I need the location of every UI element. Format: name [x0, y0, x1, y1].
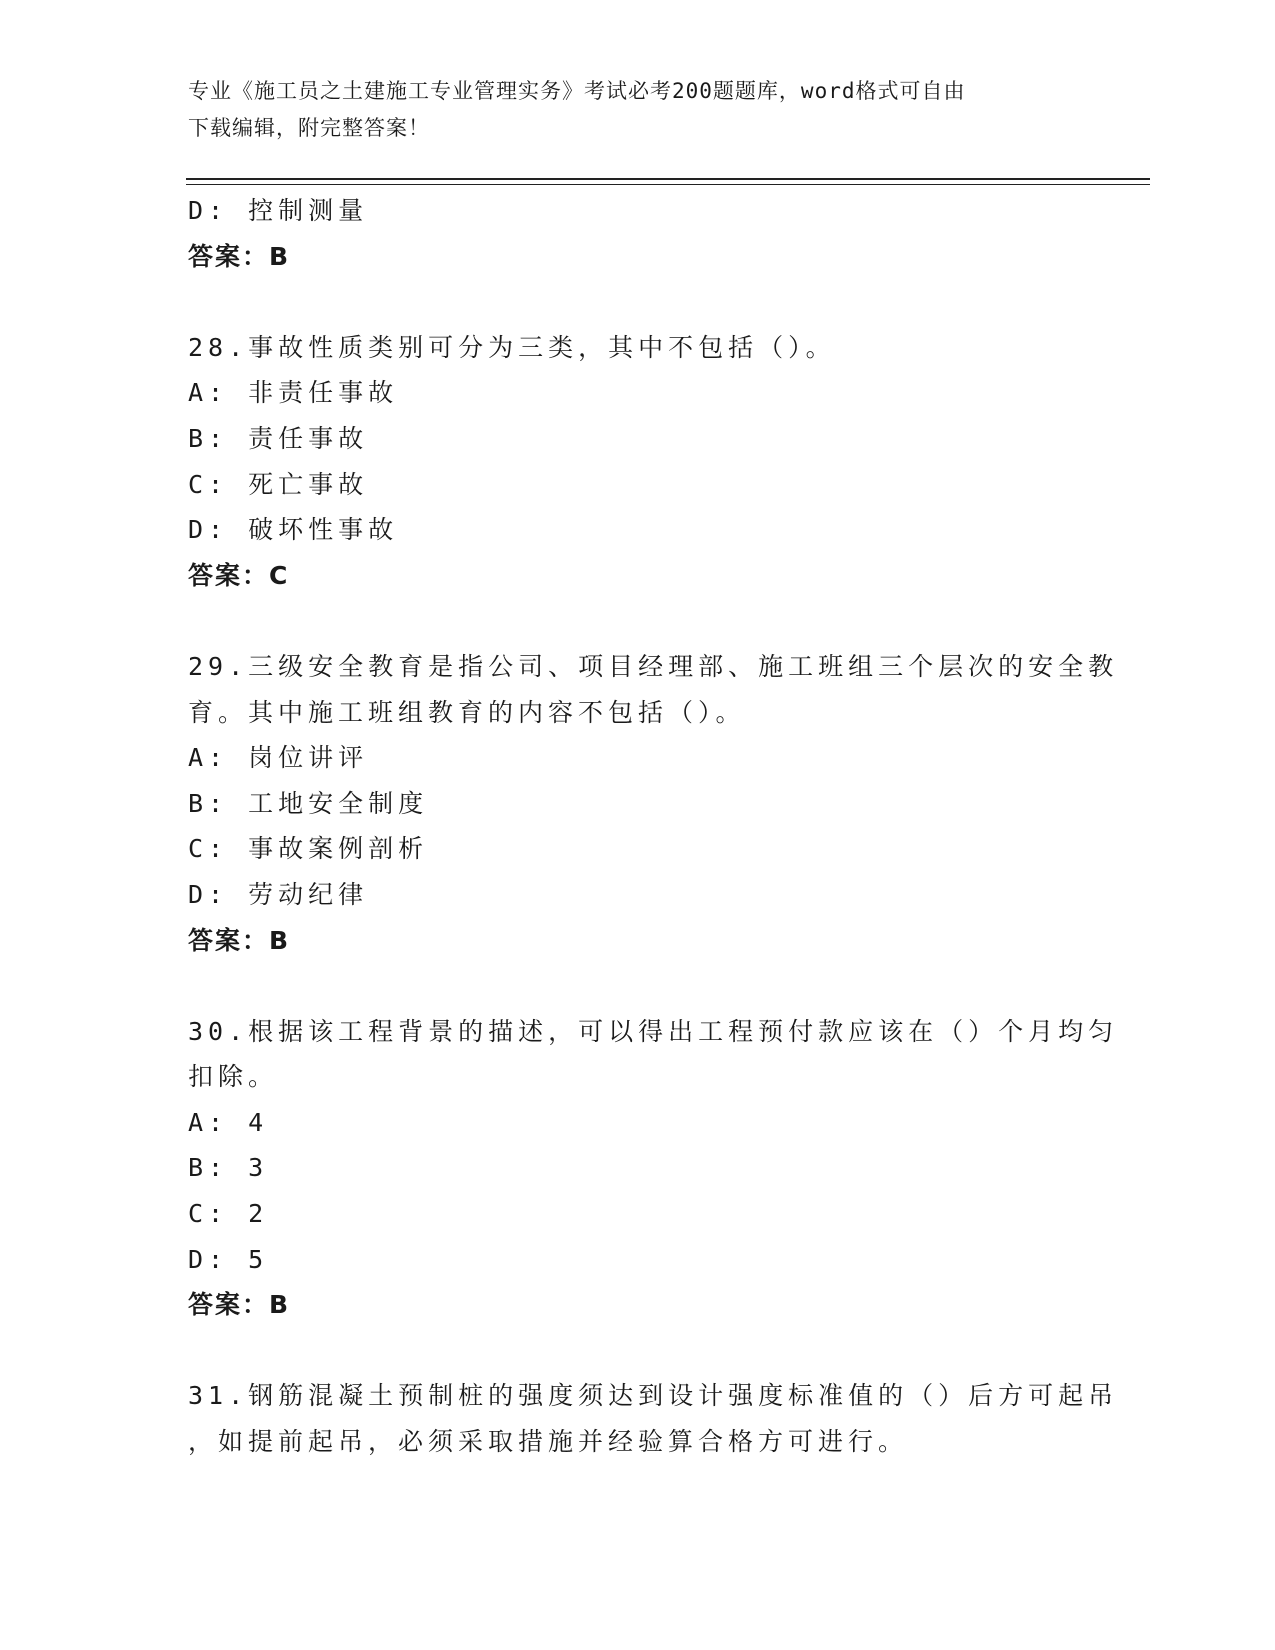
- question-stem: 31.钢筋混凝土预制桩的强度须达到设计强度标准值的（）后方可起吊: [188, 1381, 1119, 1411]
- question-stem: 29.三级安全教育是指公司、项目经理部、施工班组三个层次的安全教: [188, 651, 1119, 681]
- question-block: [188, 325, 1088, 599]
- answer-text: 答案：B: [188, 1290, 291, 1320]
- answer-text: 答案：B: [188, 241, 291, 271]
- option-text: D: 劳动纪律: [188, 879, 369, 909]
- option-text: D: 控制测量: [188, 196, 369, 225]
- question-block: [188, 644, 1119, 963]
- answer-text: 答案：C: [188, 560, 290, 590]
- spacer: [188, 963, 1088, 1009]
- option-text: B: 3: [188, 1153, 269, 1183]
- question-stem: 扣除。: [188, 1062, 279, 1092]
- answer-text: 答案：B: [188, 925, 291, 955]
- header-rule-thin: [186, 184, 1150, 185]
- option-text: D: 破坏性事故: [188, 515, 399, 545]
- question-block: [188, 1009, 1119, 1328]
- header-rule-thick: [186, 178, 1150, 180]
- question-stem: 28.事故性质类别可分为三类，其中不包括（）。: [188, 332, 836, 362]
- question-list: [188, 188, 1119, 1465]
- option-text: C: 事故案例剖析: [188, 834, 429, 864]
- option-text: C: 2: [188, 1199, 269, 1229]
- option-text: A: 岗位讲评: [188, 743, 369, 773]
- question-block: [188, 1373, 1119, 1464]
- question-stem: ，如提前起吊，必须采取措施并经验算合格方可进行。: [188, 1427, 909, 1457]
- option-text: D: 5: [188, 1244, 269, 1274]
- option-text: B: 责任事故: [188, 423, 369, 453]
- spacer: [188, 598, 1088, 644]
- header-line-2: 下载编辑，附完整答案！: [188, 116, 430, 140]
- option-text: A: 4: [188, 1107, 269, 1137]
- option-text: B: 工地安全制度: [188, 788, 429, 818]
- question-stem: 育。其中施工班组教育的内容不包括（）。: [188, 697, 746, 727]
- spacer: [188, 1328, 1088, 1374]
- document-header: [188, 73, 1088, 147]
- spacer: [188, 279, 1088, 325]
- option-text: A: 非责任事故: [188, 378, 399, 408]
- question-stem: 30.根据该工程背景的描述，可以得出工程预付款应该在（）个月均匀: [188, 1016, 1119, 1046]
- header-line-1: 专业《施工员之土建施工专业管理实务》考试必考200题题库，word格式可自由: [188, 79, 966, 103]
- option-text: C: 死亡事故: [188, 469, 369, 499]
